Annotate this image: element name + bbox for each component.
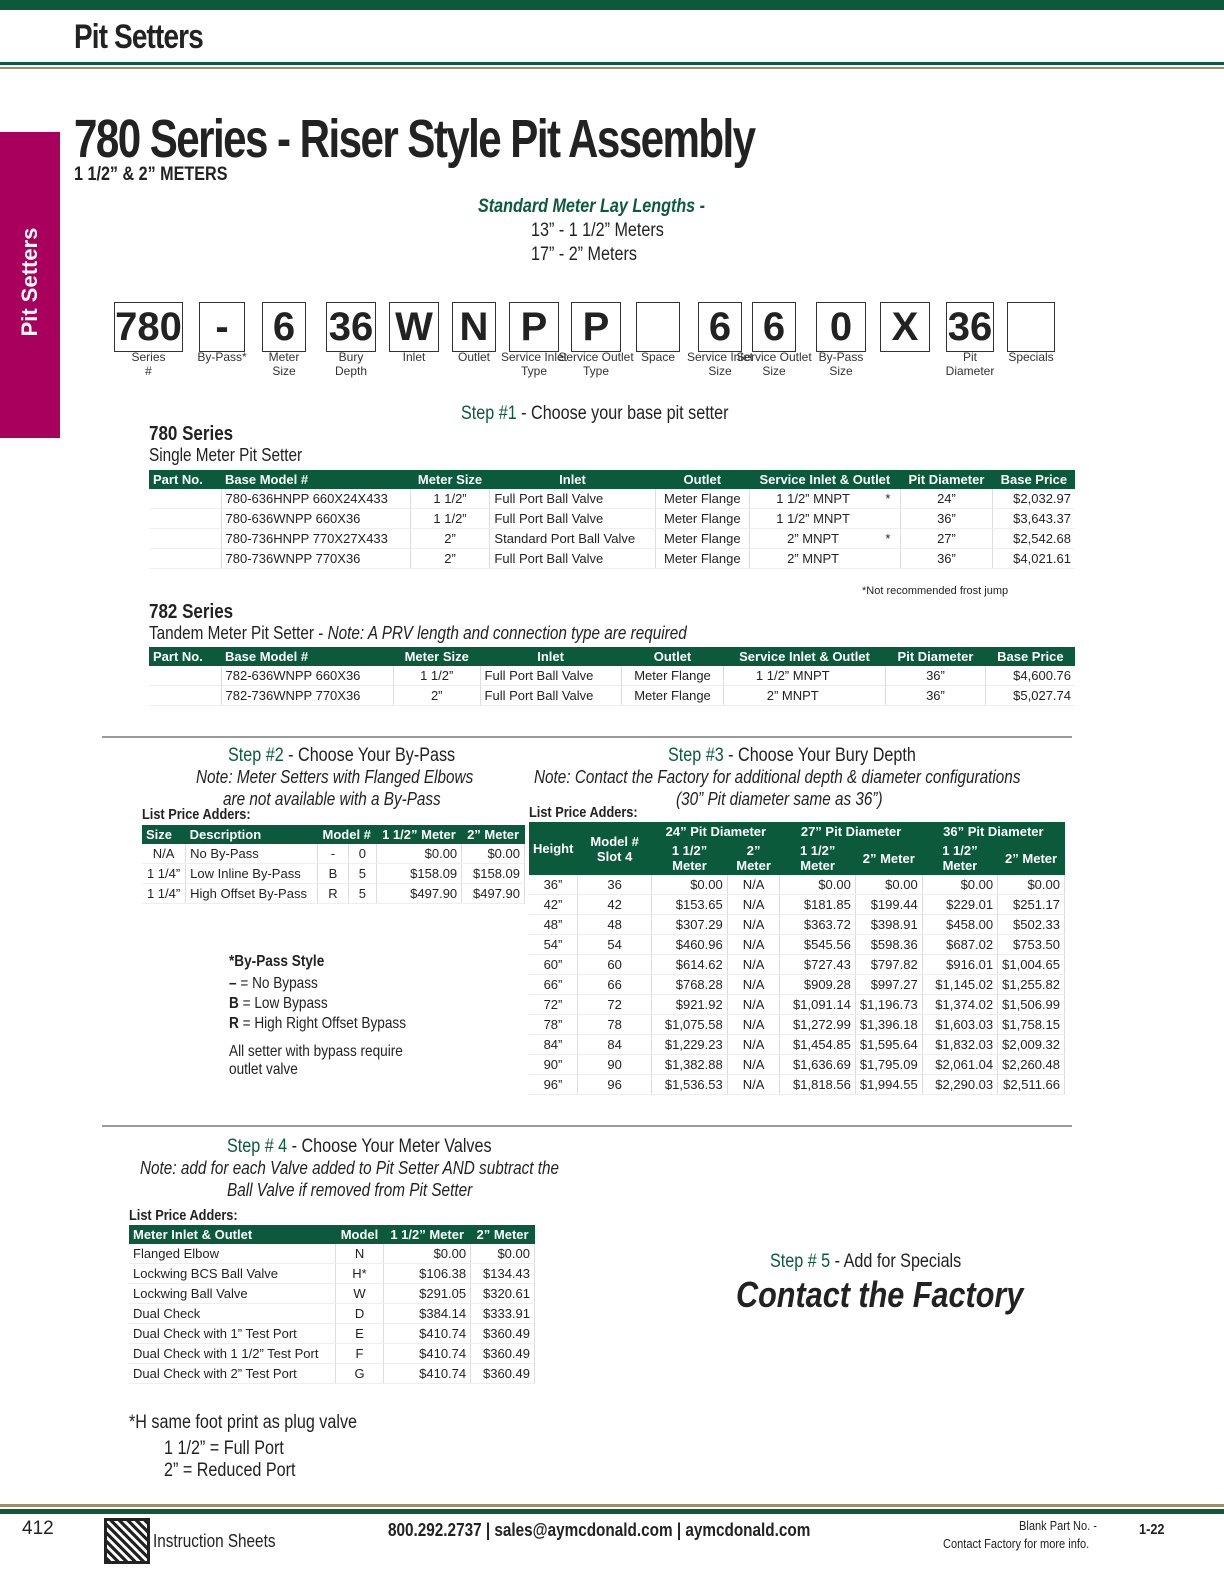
- col-header: Base Price: [986, 647, 1075, 666]
- col-header: Inlet: [480, 647, 621, 666]
- header-rule: [0, 62, 1224, 65]
- table-row: Dual Check with 1 1/2” Test Port F $410.74 $360.49: [129, 1344, 535, 1364]
- header-rule-gold: [0, 67, 1224, 69]
- step1-heading: Step #1 - Choose your base pit setter: [461, 403, 729, 424]
- col-header: Base Model #: [221, 647, 393, 666]
- blank-part-1: Blank Part No. -: [1019, 1518, 1098, 1533]
- frost-footnote: *Not recommended frost jump: [862, 585, 1009, 597]
- table-row: Dual Check D $384.14 $333.91: [129, 1304, 535, 1324]
- code-box: P: [571, 302, 621, 352]
- table-row: N/A No By-Pass - 0 $0.00 $0.00: [142, 844, 525, 864]
- step2-heading: Step #2 - Choose Your By-Pass: [228, 745, 456, 766]
- code-box: 6: [752, 302, 796, 352]
- col-header: Service Inlet & Outlet: [750, 470, 901, 489]
- col-header: Inlet: [490, 470, 655, 489]
- table-row: 42” 42 $153.65 N/A $181.85 $199.44 $229.01 $251.17: [529, 895, 1065, 915]
- lay-length-2: 17” - 2” Meters: [531, 244, 637, 265]
- page-title: 780 Series - Riser Style Pit Assembly: [74, 109, 755, 169]
- table-row: 1 1/4” Low Inline By-Pass B 5 $158.09 $158.09: [142, 864, 525, 884]
- table-row: 60” 60 $614.62 N/A $727.43 $797.82 $916.01 $1,004.65: [529, 955, 1065, 975]
- step4-foot3: 2” = Reduced Port: [164, 1460, 296, 1481]
- table-row: Dual Check with 2” Test Port G $410.74 $360.49: [129, 1364, 535, 1384]
- col-header: Outlet: [655, 470, 749, 489]
- col-header: Part No.: [149, 647, 221, 666]
- step5-heading: Step # 5 - Add for Specials: [770, 1251, 962, 1272]
- bypass-table: Size Description Model # 1 1/2” Meter 2” Meter N/A No By-Pass - 0 $0.00 $0.00 1 1/4” Low Inline By-Pass B 5 $158.09 $158.09 1 1/4” High Offset By-Pass R 5 $497.90 $497.90: [142, 825, 525, 904]
- step4-note1: Note: add for each Valve added to Pit Setter AND subtract the: [140, 1158, 560, 1178]
- step4-note2: Ball Valve if removed from Pit Setter: [227, 1180, 473, 1200]
- side-tab-label: Pit Setters: [17, 227, 42, 337]
- table-row: Dual Check with 1” Test Port E $410.74 $360.49: [129, 1324, 535, 1344]
- page-subtitle: 1 1/2” & 2” METERS: [74, 164, 228, 185]
- col-header: Service Inlet & Outlet: [724, 647, 885, 666]
- code-box: 6: [698, 302, 742, 352]
- table-row: 782-636WNPP 660X36 1 1/2” Full Port Ball Valve Meter Flange 1 1/2” MNPT 36” $4,600.76: [149, 666, 1075, 686]
- step2-note1: Note: Meter Setters with Flanged Elbows: [196, 767, 474, 787]
- table-row: 780-636WNPP 660X36 1 1/2” Full Port Ball Valve Meter Flange 1 1/2” MNPT 36” $3,643.37: [149, 509, 1075, 529]
- table-row: 90” 90 $1,382.88 N/A $1,636.69 $1,795.09 $2,061.04 $2,260.48: [529, 1055, 1065, 1075]
- footer-rule-gold: [0, 1504, 1224, 1507]
- table-row: 84” 84 $1,229.23 N/A $1,454.85 $1,595.64 $1,832.03 $2,009.32: [529, 1035, 1065, 1055]
- table-row: Lockwing Ball Valve W $291.05 $320.61: [129, 1284, 535, 1304]
- qr-code-icon[interactable]: [104, 1518, 150, 1564]
- code-box: W: [389, 302, 439, 352]
- table-row: 48” 48 $307.29 N/A $363.72 $398.91 $458.00 $502.33: [529, 915, 1065, 935]
- contact-line[interactable]: 800.292.2737 | sales@aymcdonald.com | aymcdonald.com: [388, 1520, 811, 1540]
- col-header: Meter Size: [410, 470, 490, 489]
- step2-note2: are not available with a By-Pass: [223, 789, 441, 809]
- bypass-note-2: outlet valve: [229, 1061, 298, 1078]
- table-row: 780-636HNPP 660X24X433 1 1/2” Full Port Ball Valve Meter Flange 1 1/2” MNPT * 24” $2,032.97: [149, 489, 1075, 509]
- col-header: Pit Diameter: [885, 647, 985, 666]
- series780-name: 780 Series: [149, 423, 234, 445]
- col-header: Outlet: [621, 647, 724, 666]
- table-row: Lockwing BCS Ball Valve H* $106.38 $134.43: [129, 1264, 535, 1284]
- code-box: N: [452, 302, 496, 352]
- code-label: Service Inlet Size: [686, 350, 754, 378]
- step4-adders: List Price Adders:: [129, 1207, 238, 1224]
- series782-name: 782 Series: [149, 601, 234, 623]
- step3-note1: Note: Contact the Factory for additional depth & diameter configurations: [534, 767, 1021, 787]
- code-box: X: [880, 302, 930, 352]
- col-header: Meter Size: [393, 647, 480, 666]
- code-box: -: [199, 302, 245, 352]
- step4-foot2: 1 1/2” = Full Port: [164, 1438, 284, 1459]
- blank-part-2: Contact Factory for more info.: [943, 1536, 1090, 1551]
- table-row: 54” 54 $460.96 N/A $545.56 $598.36 $687.02 $753.50: [529, 935, 1065, 955]
- code-label: By-Pass Size: [818, 350, 864, 378]
- side-tab[interactable]: [0, 132, 60, 438]
- bypass-style-item: – = No Bypass: [229, 975, 318, 992]
- table-row: Flanged Elbow N $0.00 $0.00: [129, 1244, 535, 1264]
- code-label: Service Inlet Type: [500, 350, 568, 378]
- lay-lengths-heading: Standard Meter Lay Lengths -: [478, 196, 706, 217]
- footer-rule: [0, 1509, 1224, 1514]
- table-row: 36” 36 $0.00 N/A $0.00 $0.00 $0.00 $0.00: [529, 875, 1065, 895]
- code-box: 780: [114, 302, 183, 352]
- series782-table: [149, 647, 1075, 706]
- divider: [102, 736, 1072, 738]
- bypass-note-1: All setter with bypass require: [229, 1043, 403, 1060]
- step4-foot1: *H same foot print as plug valve: [129, 1412, 358, 1433]
- code-box: 36: [946, 302, 994, 352]
- step3-adders: List Price Adders:: [529, 804, 638, 821]
- code-label: By-Pass*: [197, 350, 247, 364]
- code-box: 6: [262, 302, 306, 352]
- series782-desc: Tandem Meter Pit Setter - Note: A PRV length and connection type are required: [149, 623, 687, 643]
- bypass-style-title: *By-Pass Style: [229, 953, 325, 970]
- code-label: Outlet: [457, 350, 490, 364]
- bury-depth-table: Height Model # Slot 4 24” Pit Diameter 27” Pit Diameter 36” Pit Diameter 1 1/2” Meter 2” Meter 1 1/2” Meter 2” Meter 1 1/2” Meter 2” Meter 36” 36 $0.00 N/A $0.00 $0.00 $0.00 $0.00 42” 42 $153.65 N/A $181.85 $199.44 $229.01 $251.17 48” 48 $307.29 N/A $363.72 $398.91 $458.00 $502.33 54” 54 $460.96 N/A $545.56 $598.36 $687.02 $753.50 60” 60 $614.62 N/A $727.43 $797.82 $916.01 $1,004.65 66” 66 $768.28 N/A $909.28 $997.27 $1,145.02 $1,255.82 72” 72 $921.92 N/A $1,091.14 $1,196.73 $1,374.02 $1,506.99 78” 78 $1,075.58 N/A $1,272.99 $1,396.18 $1,603.03 $1,758.15 84” 84 $1,229.23 N/A $1,454.85 $1,595.64 $1,832.03 $2,009.32 90” 90 $1,382.88 N/A $1,636.69 $1,795.09 $2,061.04 $2,260.48 96” 96 $1,536.53 N/A $1,818.56 $1,994.55 $2,290.03 $2,511.66: [529, 822, 1065, 1095]
- code-box: [1007, 302, 1055, 352]
- col-header: Pit Diameter: [900, 470, 993, 489]
- code-label: Series #: [131, 350, 166, 378]
- code-box: 0: [816, 302, 866, 352]
- code-label: Service Outlet Type: [558, 350, 634, 378]
- divider: [102, 1125, 1072, 1127]
- series780-table: [149, 470, 1075, 569]
- meter-valves-table: Meter Inlet & Outlet Model 1 1/2” Meter 2” Meter Flanged Elbow N $0.00 $0.00 Lockwing BCS Ball Valve H* $106.38 $134.43 Lockwing Ball Valve W $291.05 $320.61 Dual Check D $384.14 $333.91 Dual Check with 1” Test Port E $410.74 $360.49 Dual Check with 1 1/2” Test Port F $410.74 $360.49 Dual Check with 2” Test Port G $410.74 $360.49: [129, 1225, 535, 1384]
- header-title: Pit Setters: [74, 18, 203, 56]
- table-row: 96” 96 $1,536.53 N/A $1,818.56 $1,994.55 $2,290.03 $2,511.66: [529, 1075, 1065, 1095]
- page-number: 412: [22, 1518, 54, 1539]
- table-row: 1 1/4” High Offset By-Pass R 5 $497.90 $497.90: [142, 884, 525, 904]
- code-box: [636, 302, 680, 352]
- code-label: Specials: [1008, 350, 1054, 364]
- step3-heading: Step #3 - Choose Your Bury Depth: [668, 745, 916, 766]
- table-row: 72” 72 $921.92 N/A $1,091.14 $1,196.73 $1,374.02 $1,506.99: [529, 995, 1065, 1015]
- code-label: Bury Depth: [334, 350, 368, 378]
- step4-heading: Step # 4 - Choose Your Meter Valves: [227, 1136, 492, 1157]
- code-label: Space: [640, 350, 676, 364]
- table-row: 78” 78 $1,075.58 N/A $1,272.99 $1,396.18 $1,603.03 $1,758.15: [529, 1015, 1065, 1035]
- instruction-sheets-link[interactable]: Instruction Sheets: [153, 1531, 276, 1551]
- table-row: 782-736WNPP 770X36 2” Full Port Ball Valve Meter Flange 2” MNPT 36” $5,027.74: [149, 686, 1075, 706]
- table-row: 780-736HNPP 770X27X433 2” Standard Port Ball Valve Meter Flange 2” MNPT * 27” $2,542.68: [149, 529, 1075, 549]
- bypass-style-list: [229, 974, 406, 1034]
- code-box: 36: [326, 302, 376, 352]
- step3-note2: (30” Pit diameter same as 36”): [676, 789, 883, 809]
- series780-desc: Single Meter Pit Setter: [149, 445, 303, 465]
- version-code: 1-22: [1139, 1521, 1165, 1538]
- table-row: 780-736WNPP 770X36 2” Full Port Ball Valve Meter Flange 2” MNPT 36” $4,021.61: [149, 549, 1075, 569]
- bypass-style-item: B = Low Bypass: [229, 995, 328, 1012]
- table-row: 66” 66 $768.28 N/A $909.28 $997.27 $1,145.02 $1,255.82: [529, 975, 1065, 995]
- contact-factory: Contact the Factory: [736, 1274, 1024, 1315]
- code-box: P: [509, 302, 559, 352]
- lay-length-1: 13” - 1 1/2” Meters: [531, 220, 664, 241]
- code-label: Pit Diameter: [945, 350, 995, 378]
- bypass-style-item: R = High Right Offset Bypass: [229, 1015, 407, 1032]
- col-header: Base Price: [993, 470, 1075, 489]
- code-label: Meter Size: [268, 350, 300, 378]
- step2-adders: List Price Adders:: [142, 806, 251, 823]
- code-label: Service Outlet Size: [736, 350, 812, 378]
- col-header: Part No.: [149, 470, 221, 489]
- code-label: Inlet: [402, 350, 426, 364]
- col-header: Base Model #: [221, 470, 410, 489]
- top-bar: [0, 0, 1224, 10]
